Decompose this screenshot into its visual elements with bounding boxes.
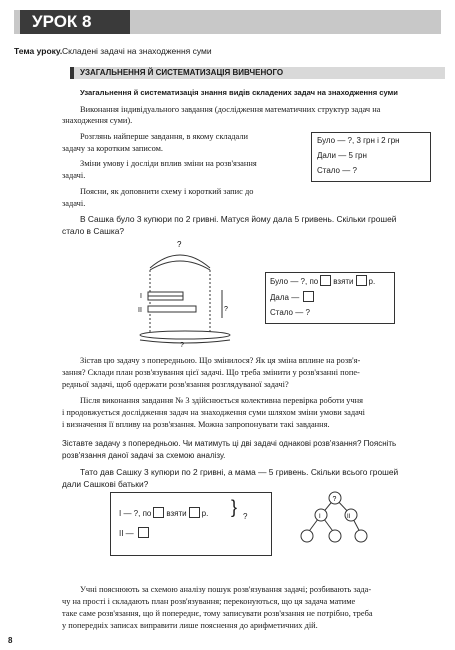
record-label: р. <box>368 277 376 286</box>
paragraph-line: редньої задачі, щоб одержати розв'язання розглядуваної задачі? <box>62 380 289 389</box>
paragraph-line: Розглянь найперше завдання, в якому складали <box>80 132 249 141</box>
blank-square <box>189 507 200 518</box>
paragraph-line: Зістав цю задачу з попередньою. Що змінилося? Як ця зміна вплине на розв'я- <box>80 356 361 365</box>
paragraph-line: зання? Склади план розв'язування цієї задачі. Що треба змінити у розв'язанні попе- <box>62 368 360 377</box>
paragraph-line: Зміни умову і досліди вплив зміни на розв'язання <box>80 159 257 168</box>
short-record-box-2 <box>265 272 395 324</box>
record-label: II — <box>119 529 134 538</box>
paragraph-line: Поясни, як доповнити схему і короткий запис до <box>80 187 254 196</box>
blank-square <box>356 275 367 286</box>
record-question: ? <box>243 512 248 521</box>
record-label: Дала — <box>270 293 300 302</box>
short-record-box <box>311 132 431 182</box>
svg-text:?: ? <box>180 342 184 348</box>
blank-square <box>320 275 331 286</box>
scheme-label-1: I <box>140 293 142 300</box>
blank-square <box>303 291 314 302</box>
paragraph-line: Учні пояснюють за схемою аналізу пошук розв'язування задачі; розбивають зада- <box>80 585 372 594</box>
diagram-label-1: I <box>319 514 321 520</box>
analysis-scheme-diagram <box>295 490 375 550</box>
section-subtitle: Узагальнення й систематизація знання видів складених задач на знаходження суми <box>80 88 398 97</box>
svg-text:?: ? <box>224 306 228 313</box>
record-label: взяти <box>166 509 187 518</box>
task-scheme-diagram <box>130 238 250 348</box>
task-text: дали Сашкові батьки? <box>62 479 149 489</box>
paragraph-line: задачі. <box>62 171 86 180</box>
paragraph-line: Зіставте задачу з попередньою. Чи матимуть ці дві задачі однакові розв'язання? Поясніть <box>62 439 397 448</box>
short-record-line: Дали — 5 грн <box>317 151 367 160</box>
record-label: р. <box>201 509 209 518</box>
paragraph-line: чу на прості і складають план розв'язування; переконуються, що ця задача матиме <box>62 597 356 606</box>
short-record-box-3 <box>110 492 272 556</box>
record-label: Стало — ? <box>270 308 310 317</box>
task-text: В Сашка було 3 купюри по 2 гривні. Матуся йому дала 5 гривень. Скільки грошей <box>80 214 397 224</box>
paragraph-line: у попередніх записах виправити лише пояснення до арифметичних дій. <box>62 621 318 630</box>
paragraph-line: розв'язання даної задачі за схемою аналізу. <box>62 451 226 460</box>
section-title: УЗАГАЛЬНЕННЯ Й СИСТЕМАТИЗАЦІЯ ВИВЧЕНОГО <box>80 68 284 77</box>
record-label: Було — ?, по <box>270 277 319 286</box>
blank-square <box>153 507 164 518</box>
topic-text: Складені задачі на знаходження суми <box>62 46 212 56</box>
paragraph-line: і визначення її впливу на розв'язання. Можна запропонувати такі завдання. <box>62 420 330 429</box>
paragraph-line: таке саме розв'язання, що й попереднє, тому записувати розв'язання не потрібно, треба <box>62 609 373 618</box>
scheme-label-2: II <box>138 307 142 314</box>
paragraph-line: задачу за коротким записом. <box>62 144 163 153</box>
scheme-question: ? <box>177 240 182 249</box>
paragraph-line: знаходження суми). <box>62 116 133 125</box>
page-number: 8 <box>8 636 13 645</box>
short-record-line: Було — ?, 3 грн і 2 грн <box>317 136 400 145</box>
paragraph-line: і продовжується дослідження задач на знаходження суми шляхом зміни умови задачі <box>62 408 366 417</box>
record-label: I — ?, по <box>119 509 152 518</box>
paragraph-line: задачі. <box>62 199 86 208</box>
blank-square <box>138 527 149 538</box>
task-text: стало в Сашка? <box>62 226 125 236</box>
short-record-line: Стало — ? <box>317 166 357 175</box>
paragraph-line: Після виконання завдання № 3 здійснюється колективна перевірка роботи учня <box>80 396 364 405</box>
record-label: взяти <box>333 277 354 286</box>
paragraph-line: Виконання індивідуального завдання (дослідження математичних структур задач на <box>80 105 381 114</box>
task-text: Тато дав Сашку 3 купюри по 2 гривні, а мама — 5 гривень. Скільки всього грошей <box>80 467 399 477</box>
bracket-brace: } <box>231 497 238 517</box>
lesson-title: УРОК 8 <box>20 10 130 34</box>
topic-label: Тема уроку. <box>14 46 63 56</box>
diagram-label-2: II <box>347 514 351 520</box>
diagram-question: ? <box>332 496 337 503</box>
